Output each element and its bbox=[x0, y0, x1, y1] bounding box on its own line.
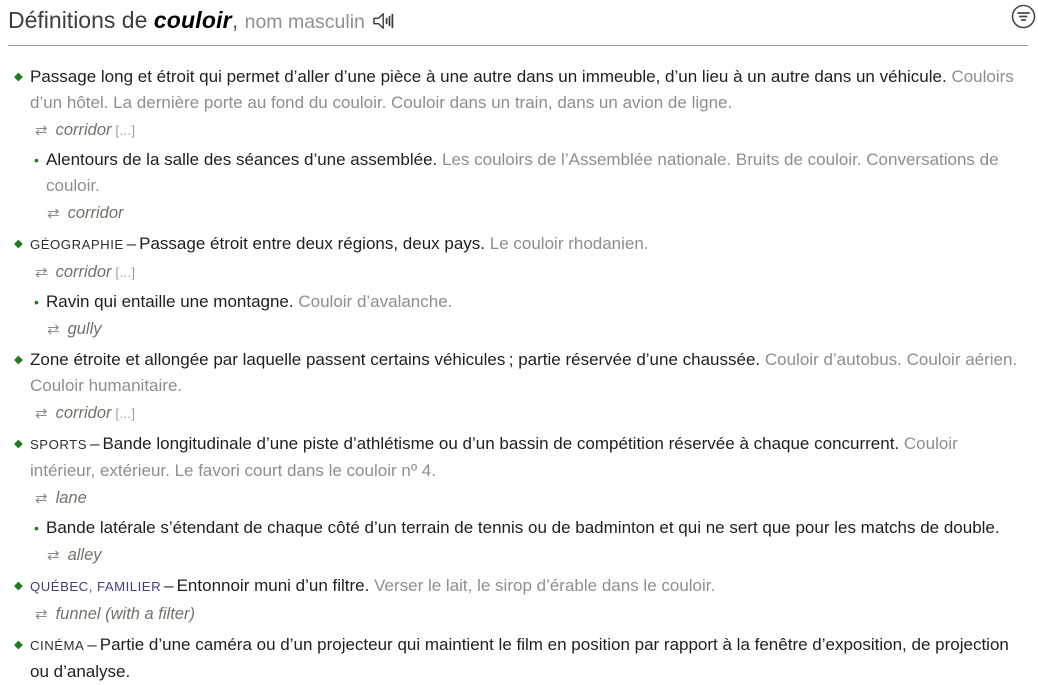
definition-text: Ravin qui entaille une montagne. bbox=[46, 292, 294, 311]
definition-line bbox=[8, 231, 1026, 258]
translation-line bbox=[8, 400, 1026, 427]
translation-word[interactable]: alley bbox=[67, 546, 102, 564]
label-dash: – bbox=[87, 635, 97, 654]
example-text: Verser le lait, le sirop d’érable dans le couloir. bbox=[374, 576, 716, 595]
example-text: Les couloirs de l’Assemblée nationale. Bruits de couloir. Conversations de couloir. bbox=[46, 150, 999, 195]
label-dash: – bbox=[126, 234, 137, 253]
subsense-bullet-icon: • bbox=[34, 294, 39, 310]
sense-entry bbox=[8, 431, 1026, 569]
more-translations-button[interactable]: […] bbox=[115, 407, 135, 421]
subsense bbox=[8, 147, 1026, 227]
translation-line bbox=[8, 542, 1026, 569]
label-dash: – bbox=[90, 434, 100, 453]
translation-word[interactable]: lane bbox=[55, 489, 87, 507]
translation-arrow-icon: ⇄ bbox=[47, 547, 60, 564]
translation-line bbox=[8, 601, 1026, 628]
translation-line bbox=[8, 316, 1026, 343]
sense-diamond-icon: ◆ bbox=[14, 238, 23, 250]
definition-line bbox=[8, 632, 1026, 685]
example-text: Couloir d’avalanche. bbox=[298, 292, 453, 311]
translation-arrow-icon: ⇄ bbox=[47, 205, 60, 222]
definitions-list bbox=[0, 46, 1038, 685]
speaker-icon[interactable] bbox=[372, 8, 395, 38]
subsense-bullet-icon: • bbox=[34, 152, 39, 168]
definition-text: Zone étroite et allongée par laquelle passent certains véhicules ; partie réservée d’une chaussée. bbox=[30, 350, 761, 369]
subsense bbox=[8, 289, 1026, 343]
filter-menu-icon[interactable] bbox=[1009, 2, 1038, 36]
example-text: Le couloir rhodanien. bbox=[489, 234, 649, 253]
translation-word[interactable]: corridor bbox=[55, 263, 112, 281]
domain-label: SPORTS bbox=[30, 437, 87, 452]
definition-line bbox=[8, 573, 1026, 600]
header-divider bbox=[8, 45, 1028, 46]
part-of-speech: nom masculin bbox=[244, 11, 365, 33]
sense-entry bbox=[8, 573, 1026, 628]
translation-arrow-icon: ⇄ bbox=[35, 122, 48, 139]
sense-diamond-icon: ◆ bbox=[14, 354, 23, 366]
sense-entry bbox=[8, 347, 1026, 427]
definition-line bbox=[8, 431, 1026, 484]
sense-entry bbox=[8, 64, 1026, 227]
sense-entry bbox=[8, 632, 1026, 685]
subsense bbox=[8, 515, 1026, 569]
subsense-definition-line bbox=[8, 289, 1026, 315]
headword: couloir bbox=[153, 7, 232, 33]
definition-line bbox=[8, 347, 1026, 399]
definition-text: Bande longitudinale d’une piste d’athlétisme ou d’un bassin de compétition réservée à chaque concurrent. bbox=[102, 434, 900, 453]
sense-diamond-icon: ◆ bbox=[14, 580, 23, 592]
example-text: Couloirs d’un hôtel. La dernière porte au fond du couloir. Couloir dans un train, dans un avion de ligne. bbox=[30, 67, 1014, 112]
domain-label: GÉOGRAPHIE bbox=[30, 237, 124, 252]
translation-word[interactable]: gully bbox=[67, 320, 102, 338]
title-prefix: Définitions de bbox=[8, 7, 148, 33]
example-text: Couloir intérieur, extérieur. Le favori court dans le couloir nº 4. bbox=[30, 434, 958, 480]
translation-word[interactable]: corridor bbox=[67, 204, 124, 222]
translation-arrow-icon: ⇄ bbox=[47, 321, 60, 338]
translation-word[interactable]: corridor bbox=[55, 404, 112, 422]
definition-text: Entonnoir muni d’un filtre. bbox=[176, 576, 370, 595]
subsense-bullet-icon: • bbox=[34, 520, 39, 536]
subsense-definition-line bbox=[8, 147, 1026, 199]
sense-diamond-icon: ◆ bbox=[14, 71, 23, 83]
page-title bbox=[8, 5, 1028, 38]
register-label: QUÉBEC, FAMILIER bbox=[30, 579, 162, 594]
more-translations-button[interactable]: […] bbox=[115, 124, 135, 138]
definition-text: Partie d’une caméra ou d’un projecteur qui maintient le film en position par rapport à la fenêtre d’exposition, de projection ou d’analyse. bbox=[30, 635, 1009, 681]
pos-separator: , bbox=[231, 7, 239, 33]
more-translations-button[interactable]: […] bbox=[115, 266, 135, 280]
sense-entry bbox=[8, 231, 1026, 343]
translation-arrow-icon: ⇄ bbox=[35, 490, 48, 507]
sense-diamond-icon: ◆ bbox=[14, 438, 23, 450]
definition-text: Alentours de la salle des séances d’une assemblée. bbox=[46, 150, 438, 169]
definition-line bbox=[8, 64, 1026, 116]
example-text: Couloir d’autobus. Couloir aérien. Couloir humanitaire. bbox=[30, 350, 1018, 395]
label-dash: – bbox=[164, 576, 174, 595]
translation-arrow-icon: ⇄ bbox=[35, 606, 48, 623]
translation-word[interactable]: corridor bbox=[55, 121, 112, 139]
definition-text: Bande latérale s’étendant de chaque côté d’un terrain de tennis ou de badminton et qui ne sert que pour les matchs de double. bbox=[46, 518, 1000, 537]
definition-text: Passage long et étroit qui permet d’aller d’une pièce à une autre dans un immeuble, d’un lieu à un autre dans un véhicule. bbox=[30, 67, 947, 86]
header bbox=[0, 0, 1038, 46]
definition-text: Passage étroit entre deux régions, deux pays. bbox=[139, 234, 486, 253]
translation-line bbox=[8, 117, 1026, 144]
translation-line bbox=[8, 259, 1026, 286]
sense-diamond-icon: ◆ bbox=[14, 639, 23, 651]
translation-arrow-icon: ⇄ bbox=[35, 405, 48, 422]
translation-word[interactable]: funnel (with a filter) bbox=[55, 605, 195, 623]
translation-arrow-icon: ⇄ bbox=[35, 264, 48, 281]
translation-line bbox=[8, 200, 1026, 227]
translation-line bbox=[8, 485, 1026, 512]
domain-label: CINÉMA bbox=[30, 638, 85, 653]
subsense-definition-line bbox=[8, 515, 1026, 541]
